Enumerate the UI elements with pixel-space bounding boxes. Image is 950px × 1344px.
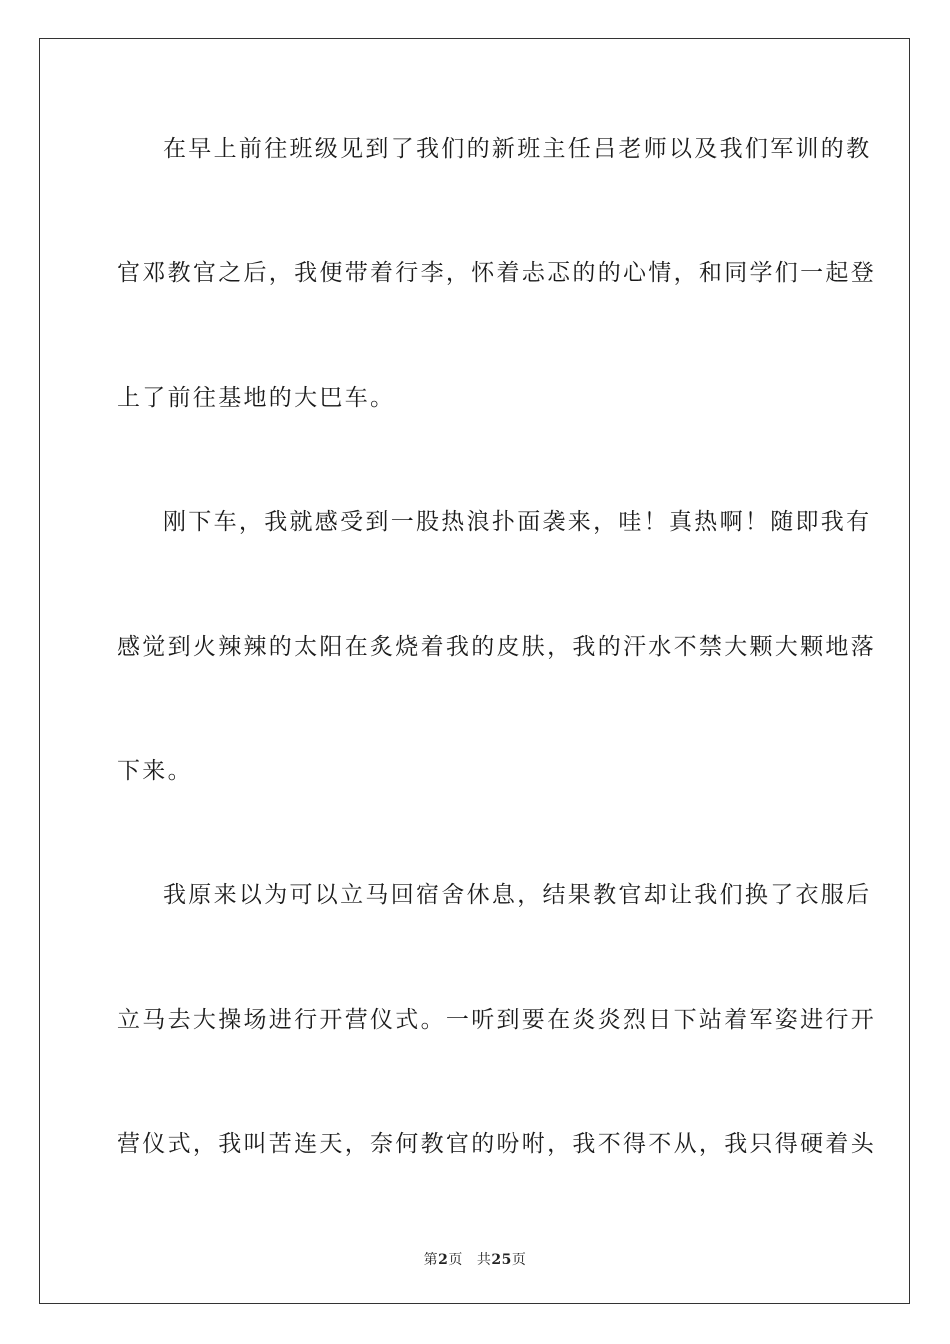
total-prefix: 共 [476,1252,492,1268]
paragraph-2-line-1: 刚下车，我就感受到一股热浪扑面袭来，哇！真热啊！随即我有 [163,509,872,535]
paragraph-1-line-3: 上了前往基地的大巴车。 [117,385,396,411]
page-suffix: 页 [448,1252,463,1268]
paragraph-2-line-2: 感觉到火辣辣的太阳在炙烧着我的皮肤，我的汗水不禁大颗大颗地落 [117,634,876,660]
total-suffix: 页 [511,1252,527,1268]
page-footer [0,1249,950,1269]
page-total: 25 [491,1252,512,1268]
paragraph-1-line-1: 在早上前往班级见到了我们的新班主任吕老师以及我们军训的教 [163,136,872,162]
paragraph-1-line-2: 官邓教官之后，我便带着行李，怀着忐忑的的心情，和同学们一起登 [117,260,876,286]
paragraph-3-line-3: 营仪式，我叫苦连天，奈何教官的吩咐，我不得不从，我只得硬着头 [117,1131,876,1157]
page-border [39,38,910,1304]
paragraph-3-line-1: 我原来以为可以立马回宿舍休息，结果教官却让我们换了衣服后 [163,882,872,908]
page-current: 2 [438,1252,449,1268]
paragraph-3-line-2: 立马去大操场进行开营仪式。一听到要在炎炎烈日下站着军姿进行开 [117,1007,876,1033]
page-prefix: 第 [423,1252,439,1268]
paragraph-2-line-3: 下来。 [117,758,193,784]
